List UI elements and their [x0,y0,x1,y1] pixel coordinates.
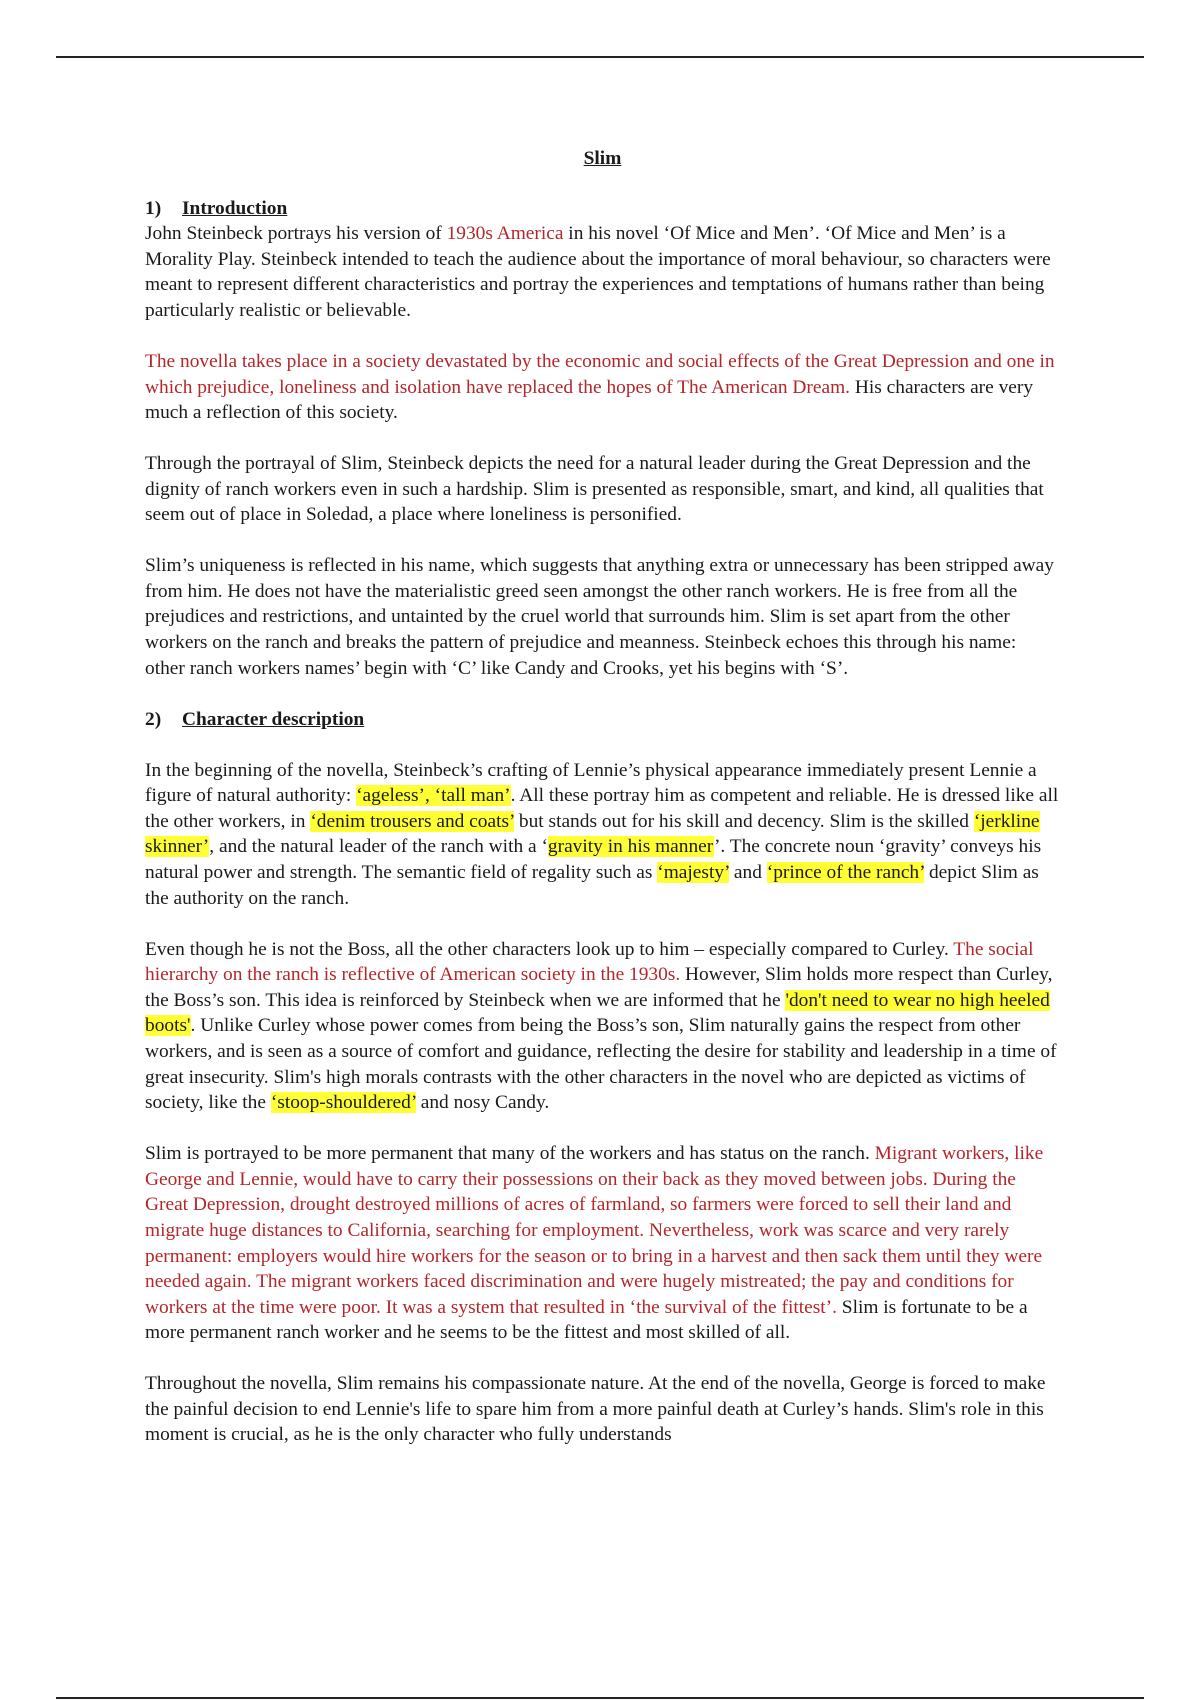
footer-rule [56,1697,1144,1699]
highlighted-quote: ‘jerkline skinner’ [145,810,1040,858]
paragraph: In the beginning of the novella, Steinbeck’s crafting of Lennie’s physical appearance immediately present Lennie a figure of natural authority: ‘ageless’, ‘tall man’. All these portray him as competent and reliable. He is dressed like all the other workers, in ‘denim trousers and coats’ but stands out for his skill and decency. Slim is the skilled ‘jerkline skinner’, and the natural leader of the ranch with a ‘gravity in his manner’. The concrete noun ‘gravity’ conveys his natural power and strength. The semantic field of regality such as ‘majesty’ and ‘prince of the ranch’ depict Slim as the authority on the ranch. [145,759,1059,909]
document-title: Slim [583,148,622,169]
paragraph: Slim is portrayed to be more permanent that many of the workers and has status on the ranch. Migrant workers, like George and Lennie, would have to carry their possessions on their back as they moved between jobs. During the Great Depression, drought destroyed millions of acres of farmland, so farmers were forced to sell their land and migrate huge distances to California, searching for employment. Nevertheless, work was scarce and very rarely permanent: employers would hire workers for the season or to bring in a harvest and then sack them until they were needed again. The migrant workers faced discrimination and were hugely mistreated; the pay and conditions for workers at the time were poor. It was a system that resulted in ‘the survival of the fittest’. Slim is fortunate to be a more permanent ranch worker and he seems to be the fittest and most skilled of all. [145,1143,1044,1344]
document-body [145,146,1060,1473]
highlighted-quote: ‘stoop-shouldered’ [270,1092,416,1114]
highlighted-quote: ‘prince of the ranch’ [766,862,925,884]
section-title: Introduction [182,197,288,219]
paragraph: Through the portrayal of Slim, Steinbeck depicts the need for a natural leader during the Great Depression and the dignity of ranch workers even in such a hardship. Slim is presented as responsible, smart, and kind, all qualities that seem out of place in Soledad, a place where loneliness is personified. [145,453,1044,526]
section-heading-character-description [145,707,1060,733]
section-number: 1) [145,197,162,219]
highlighted-quote: gravity in his manner [547,836,714,858]
section-number: 2) [145,708,162,730]
highlighted-quote: ‘majesty’ [657,862,730,884]
highlighted-quote: 'don't need to wear no high heeled boots' [145,989,1050,1037]
header-rule [56,56,1144,58]
paragraph: Slim’s uniqueness is reflected in his name, which suggests that anything extra or unnecessary has been stripped away from him. He does not have the materialistic greed seen amongst the other ranch workers. He is free from all the prejudices and restrictions, and untainted by the cruel world that surrounds him. Slim is set apart from the other workers on the ranch and breaks the pattern of prejudice and meanness. Steinbeck echoes this through his name: other ranch workers names’ begin with ‘C’ like Candy and Crooks, yet his begins with ‘S’. [145,555,1054,679]
paragraph: Throughout the novella, Slim remains his compassionate nature. At the end of the novella, George is forced to make the painful decision to end Lennie's life to spare him from a more painful death at Curley’s hands. Slim's role in this moment is crucial, as he is the only character who fully understands [145,1373,1046,1446]
paragraph: John Steinbeck portrays his version of 1930s America in his novel ‘Of Mice and Men’. ‘Of Mice and Men’ is a Morality Play. Steinbeck intended to teach the audience about the importance of moral behaviour, so characters were meant to represent different characteristics and portray the experiences and temptations of humans rather than being particularly realistic or believable. [145,223,1051,321]
paragraph: The novella takes place in a society devastated by the economic and social effects of the Great Depression and one in which prejudice, loneliness and isolation have replaced the hopes of The American Dream. His characters are very much a reflection of this society. [145,350,1055,424]
section-heading-introduction [145,196,1060,222]
highlighted-quote: ‘ageless’, ‘tall man’ [356,785,511,807]
section-title: Character description [182,708,365,730]
highlighted-quote: ‘denim trousers and coats’ [310,810,515,832]
paragraph: Even though he is not the Boss, all the other characters look up to him – especially compared to Curley. The social hierarchy on the ranch is reflective of American society in the 1930s. However, Slim holds more respect than Curley, the Boss’s son. This idea is reinforced by Steinbeck when we are informed that he 'don't need to wear no high heeled boots'. Unlike Curley whose power comes from being the Boss’s son, Slim naturally gains the respect from other workers, and is seen as a source of comfort and guidance, reflecting the desire for stability and leadership in a time of great insecurity. Slim's high morals contrasts with the other characters in the novel who are depicted as victims of society, like the ‘stoop-shouldered’ and nosy Candy. [145,938,1057,1114]
